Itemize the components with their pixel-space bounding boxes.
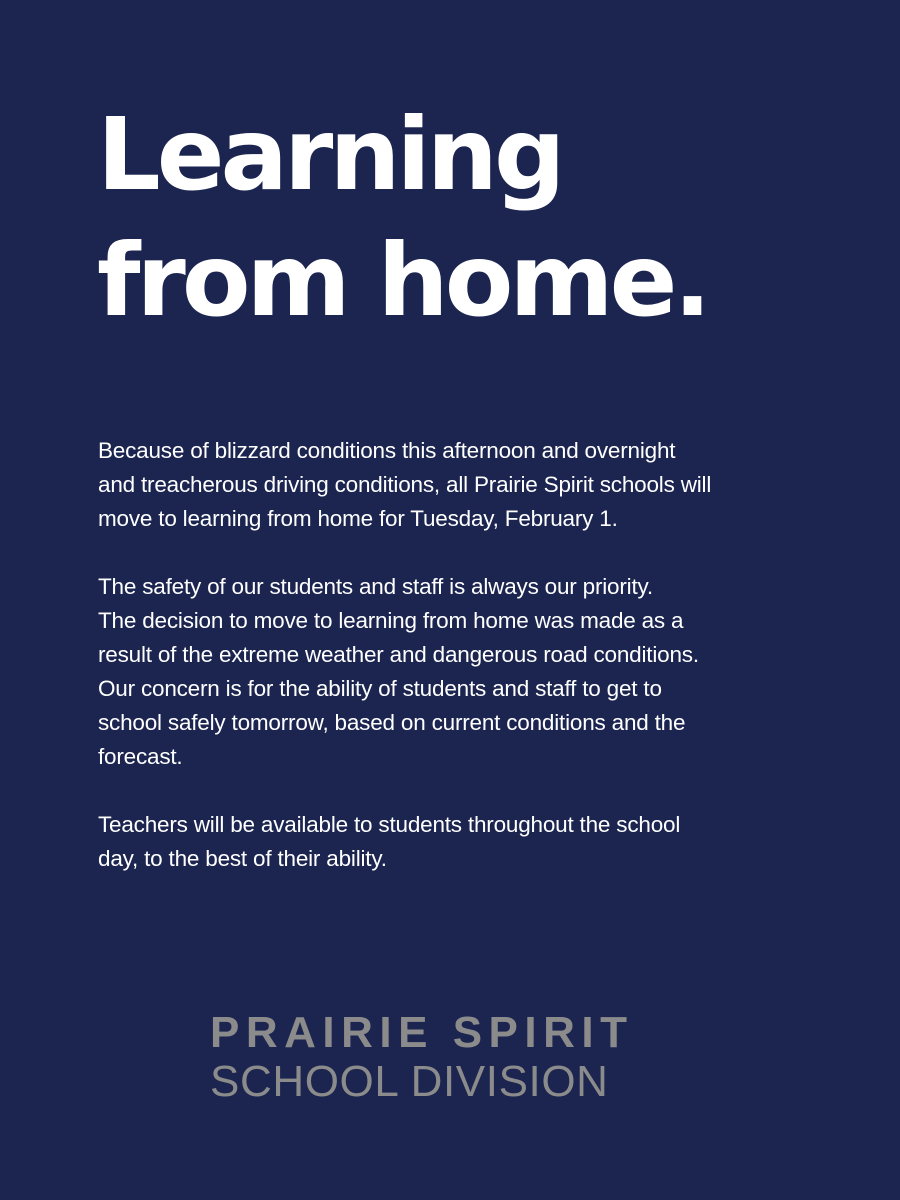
body-line: The safety of our students and staff is always our priority. xyxy=(98,574,653,599)
announcement-body xyxy=(98,434,798,876)
body-line: move to learning from home for Tuesday, February 1. xyxy=(98,506,618,531)
body-line: and treacherous driving conditions, all Prairie Spirit schools will xyxy=(98,472,712,497)
body-line: day, to the best of their ability. xyxy=(98,846,387,871)
body-line: result of the extreme weather and dangerous road conditions. xyxy=(98,642,699,667)
headline-line-2: from home. xyxy=(97,222,708,339)
paragraph-spacer xyxy=(98,536,798,570)
body-line: forecast. xyxy=(98,744,183,769)
paragraph-closure-notice xyxy=(98,434,798,536)
logo-name: PRAIRIE SPIRIT xyxy=(210,1008,634,1057)
body-line: Because of blizzard conditions this afternoon and overnight xyxy=(98,438,676,463)
body-line: The decision to move to learning from home was made as a xyxy=(98,608,684,633)
logo-subtitle: SCHOOL DIVISION xyxy=(210,1057,609,1106)
paragraph-spacer xyxy=(98,774,798,808)
body-line: school safely tomorrow, based on current conditions and the xyxy=(98,710,686,735)
body-line: Teachers will be available to students throughout the school xyxy=(98,812,681,837)
paragraph-safety xyxy=(98,570,798,774)
headline xyxy=(97,92,837,344)
headline-line-1: Learning xyxy=(97,96,562,213)
paragraph-teachers xyxy=(98,808,798,876)
school-division-logo xyxy=(210,1008,650,1106)
body-line: Our concern is for the ability of students and staff to get to xyxy=(98,676,662,701)
